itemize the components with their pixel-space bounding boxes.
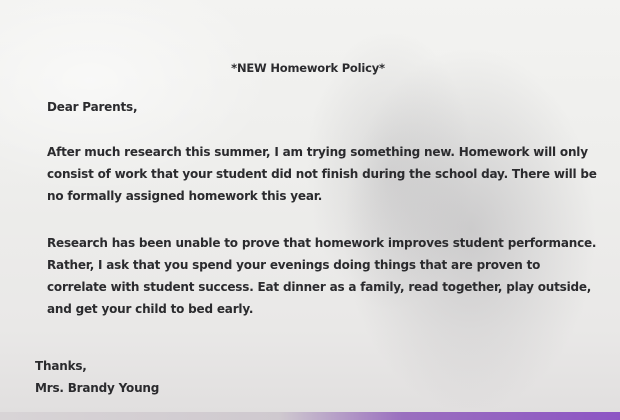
paragraph-2-line: Rather, I ask that you spend your evenings doing things that are proven to <box>47 258 541 272</box>
letter-greeting: Dear Parents, <box>47 100 138 114</box>
paragraph-2-line: Research has been unable to prove that homework improves student performance. <box>47 236 597 250</box>
paragraph-2-line: correlate with student success. Eat dinner as a family, read together, play outside, <box>47 280 592 294</box>
paragraph-1-line: no formally assigned homework this year. <box>47 189 323 203</box>
paragraph-2 <box>47 232 607 320</box>
letter-signature: Mrs. Brandy Young <box>35 381 160 395</box>
paragraph-1 <box>47 141 607 207</box>
letter-closing: Thanks, <box>35 359 87 373</box>
letter-title: *NEW Homework Policy* <box>231 61 385 75</box>
paragraph-2-line: and get your child to bed early. <box>47 302 254 316</box>
background-strip <box>0 412 620 420</box>
paragraph-1-line: consist of work that your student did not finish during the school day. There will be <box>47 167 597 181</box>
paragraph-1-line: After much research this summer, I am trying something new. Homework will only <box>47 145 588 159</box>
letter-closing-block <box>35 355 159 399</box>
